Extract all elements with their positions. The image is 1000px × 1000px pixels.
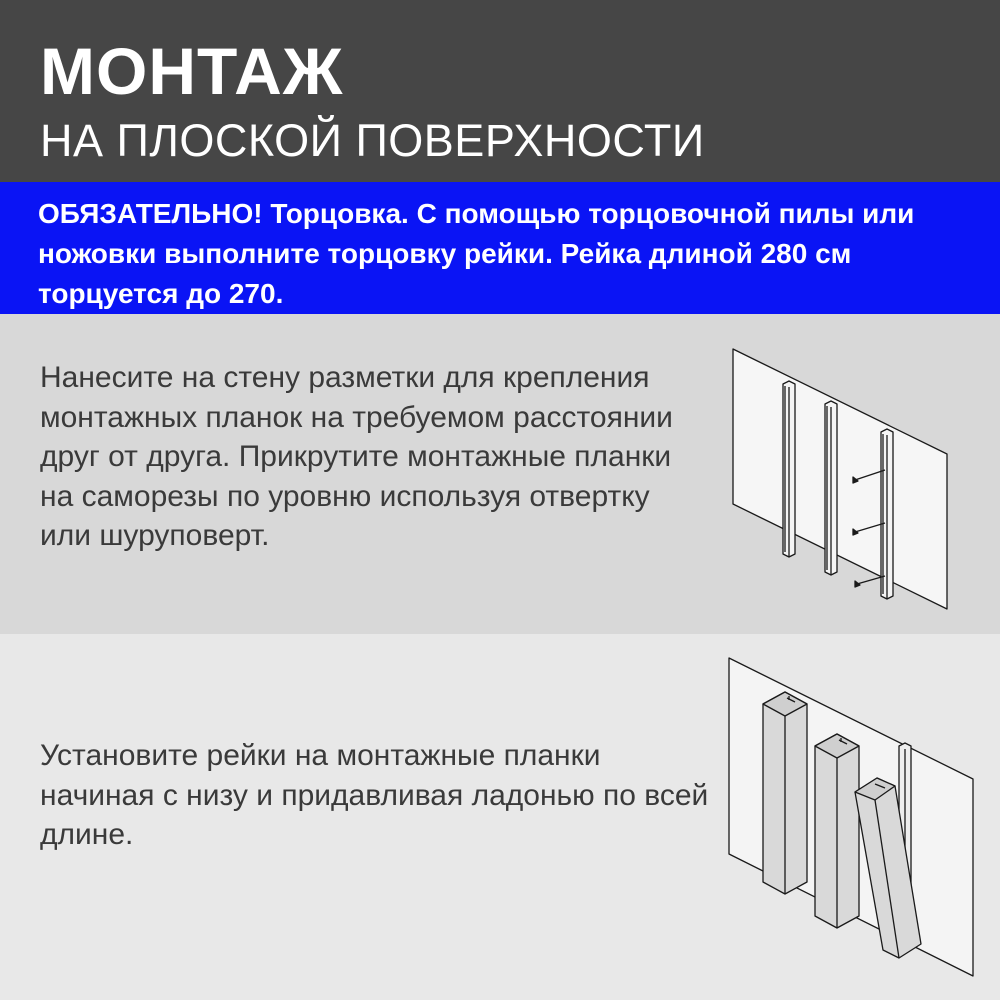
step-2-text: Установите рейки на монтажные планки начиная с низу и придавливая ладонью по всей длине. <box>40 739 709 851</box>
header <box>0 0 1000 182</box>
step-2-section <box>0 634 1000 1000</box>
notice-banner <box>0 182 1000 314</box>
notice-text: ОБЯЗАТЕЛЬНО! Торцовка. С помощью торцовочной пилы или ножовки выполните торцовку рейки. Рейка длиной 280 см торцуется до 270. <box>38 198 915 309</box>
step-1-section <box>0 314 1000 634</box>
page-subtitle: НА ПЛОСКОЙ ПОВЕРХНОСТИ <box>40 115 705 166</box>
step-1-text: Нанесите на стену разметки для крепления монтажных планок на требуемом расстоянии друг от друга. Прикрутите монтажные планки на саморезы по уровню используя отвертку или шуруповерт. <box>40 361 673 552</box>
page-title: МОНТАЖ <box>40 34 344 108</box>
slats-installation-illustration <box>725 654 985 984</box>
wall-mounting-strips-illustration <box>725 344 965 614</box>
